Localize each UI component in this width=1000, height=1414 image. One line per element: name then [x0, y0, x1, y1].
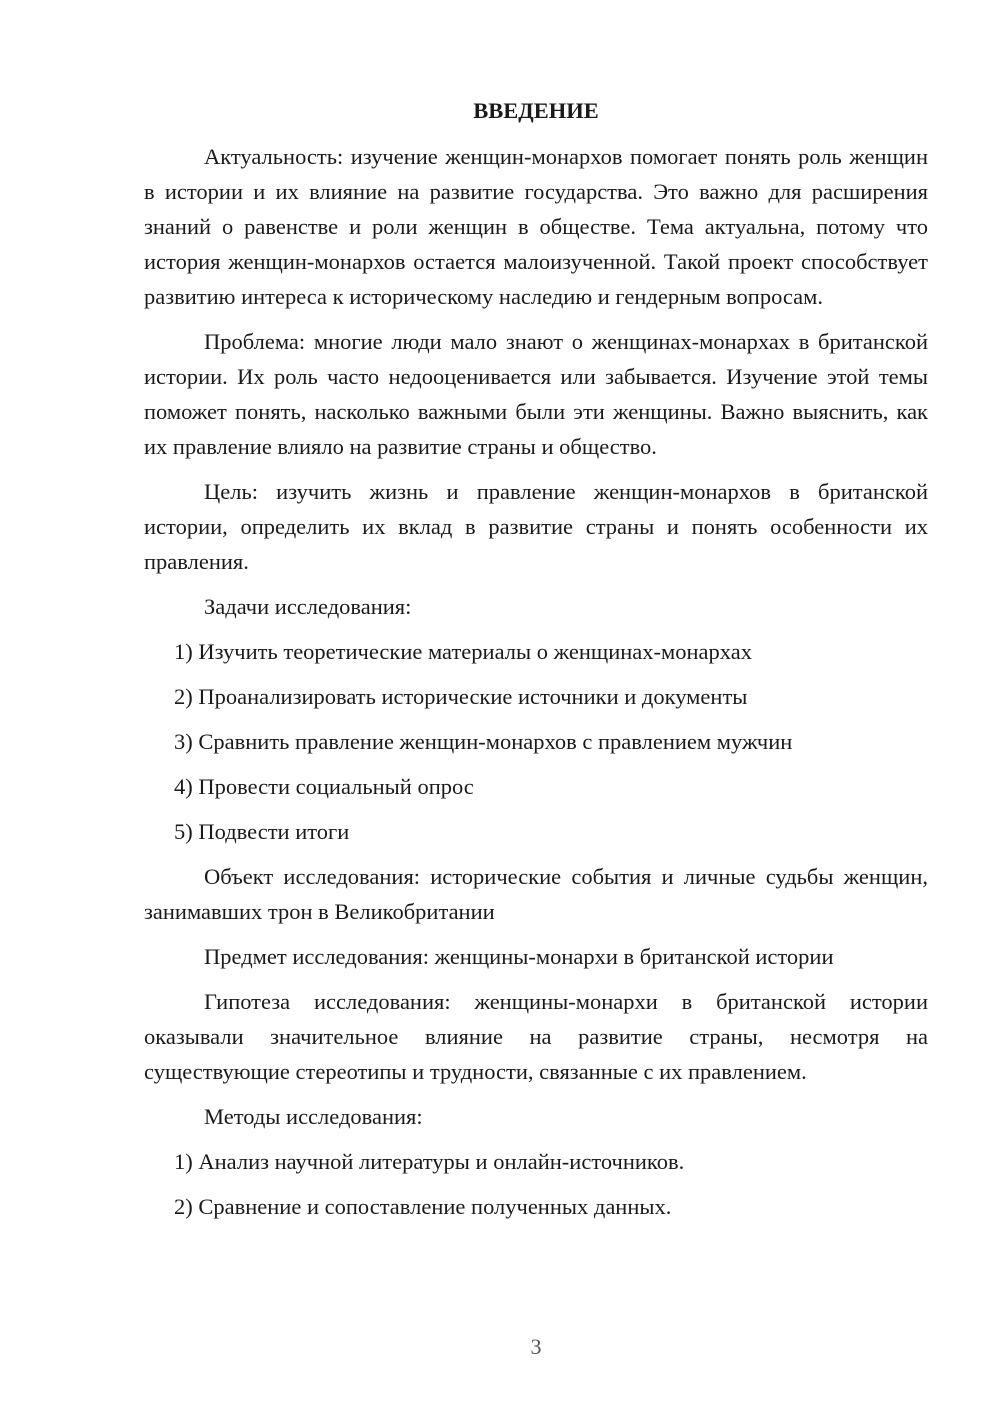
- hypothesis-paragraph: Гипотеза исследования: женщины-монархи в британской истории оказывали значительное влияние на развитие страны, несмотря на существующие стереотипы и трудности, связанные с их правлением.: [144, 989, 928, 1084]
- methods-list: [144, 1144, 928, 1224]
- list-item: 3) Сравнить правление женщин-монархов с правлением мужчин: [174, 729, 793, 754]
- list-item: 4) Провести социальный опрос: [174, 774, 474, 799]
- list-item: 5) Подвести итоги: [174, 819, 350, 844]
- list-item: 2) Сравнение и сопоставление полученных данных.: [174, 1194, 672, 1219]
- object-paragraph: Объект исследования: исторические события и личные судьбы женщин, занимавших трон в Великобритании: [144, 864, 928, 924]
- list-item: 2) Проанализировать исторические источники и документы: [174, 684, 748, 709]
- subject-paragraph: Предмет исследования: женщины-монархи в британской истории: [204, 944, 834, 969]
- page-content: [144, 96, 928, 1234]
- page-title: ВВЕДЕНИЕ: [473, 98, 599, 123]
- tasks-label: Задачи исследования:: [204, 594, 412, 619]
- tasks-list: [144, 634, 928, 849]
- goal-paragraph: Цель: изучить жизнь и правление женщин-монархов в британской истории, определить их вклад в развитие страны и понять особенности их правления.: [144, 479, 928, 574]
- problem-paragraph: Проблема: многие люди мало знают о женщинах-монархах в британской истории. Их роль часто недооценивается или забывается. Изучение этой темы поможет понять, насколько важными были эти женщины. Важно выяснить, как их правление влияло на развитие страны и общество.: [144, 329, 928, 459]
- page-number: 3: [530, 1334, 542, 1359]
- list-item: 1) Изучить теоретические материалы о женщинах-монархах: [174, 639, 752, 664]
- relevance-paragraph: Актуальность: изучение женщин-монархов помогает понять роль женщин в истории и их влияние на развитие государства. Это важно для расширения знаний о равенстве и роли женщин в обществе. Тема актуальна, потому что история женщин-монархов остается малоизученной. Такой проект способствует развитию интереса к историческому наследию и гендерным вопросам.: [144, 144, 928, 309]
- methods-label: Методы исследования:: [204, 1104, 423, 1129]
- list-item: 1) Анализ научной литературы и онлайн-источников.: [174, 1149, 685, 1174]
